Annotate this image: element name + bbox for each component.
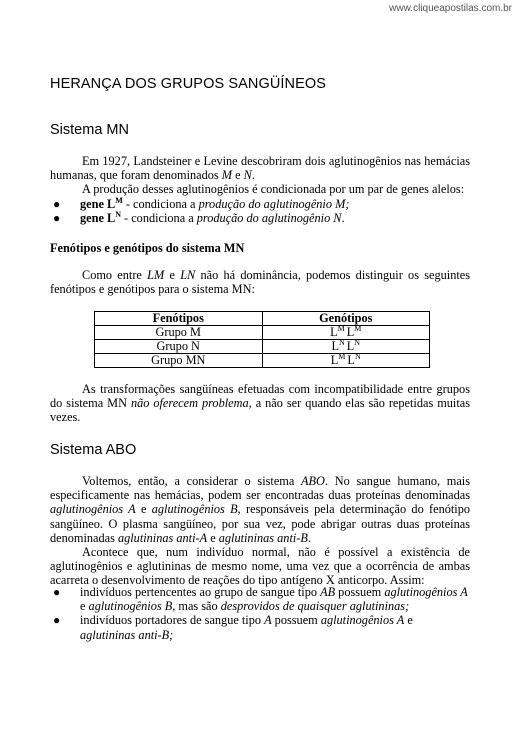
subheading-phenotypes: Fenótipos e genótipos do sistema MN — [50, 241, 245, 255]
mn-paragraph-1: Em 1927, Landsteiner e Levine descobriram dois aglutinogênios nas hemácias humanas, que foram denominados M e N. — [50, 154, 470, 183]
column-header-genotypes: Genótipos — [262, 312, 430, 326]
list-item: ● indivíduos portadores de sangue tipo A possuem aglutinogênios A e aglutininas anti-B; — [53, 613, 413, 642]
mn-paragraph-4: As transformações sangüíneas efetuadas com incompatibilidade entre grupos do sistema MN não oferecem problema, a não ser quando elas são repetidas muitas vezes. — [50, 382, 470, 425]
phenotype-cell: Grupo M — [95, 326, 263, 340]
table-header-row — [95, 312, 430, 326]
page-title: HERANÇA DOS GRUPOS SANGÜÍNEOS — [50, 76, 327, 92]
genotype-cell: $L^N$ $L^N$ — [262, 340, 430, 354]
abo-list — [50, 585, 470, 642]
source-url[interactable]: www.cliqueapostilas.com.br — [389, 3, 512, 14]
mn-gene-list — [50, 197, 470, 225]
bullet-icon: ● — [53, 613, 61, 628]
mn-intro — [50, 154, 470, 197]
column-header-phenotypes: Fenótipos — [95, 312, 263, 326]
mn-paragraph-3: Como entre LM e LN não há dominância, podemos distinguir os seguintes fenótipos e genótipos para o sistema MN: — [50, 268, 470, 297]
table-row — [95, 354, 430, 368]
genotype-cell: $L^M$ $L^N$ — [262, 354, 430, 368]
section-heading-mn: Sistema MN — [50, 122, 129, 138]
bullet-icon: ● — [53, 211, 61, 226]
list-item: ● gene $L^N$ - condiciona a produção do aglutinogênio N. — [53, 210, 345, 226]
abo-paragraph-1: Voltemos, então, a considerar o sistema ABO. No sangue humano, mais especificamente nas hemácias, podem ser encontradas duas proteínas denominadas aglutinogênios A e aglutinogênios B, responsáveis pela determinação do fenótipo sangüíneo. O plasma sangüíneo, por sua vez, pode abrigar outras duas proteínas denominadas aglutininas anti-A e aglutininas anti-B. — [50, 474, 470, 545]
table-row — [95, 340, 430, 354]
mn-paragraph-2: A produção desses aglutinogênios é condicionada por um par de genes alelos: — [82, 182, 465, 197]
genotype-cell: $L^M$ $L^M$ — [262, 326, 430, 340]
abo-paragraph-2: Acontece que, num indivíduo normal, não é possível a existência de aglutinogênios e aglutininas de mesmo nome, uma vez que a ocorrência de ambas acarreta o desenvolvimento de reações do tipo antígeno X anticorpo. Assim: — [50, 545, 470, 588]
bullet-icon: ● — [53, 585, 61, 599]
bullet-icon: ● — [53, 197, 61, 211]
abo-body — [50, 474, 470, 588]
genotype-table — [94, 311, 430, 368]
list-item: ● gene $L^M$ - condiciona a produção do aglutinogênio M; — [53, 196, 350, 211]
table-row — [95, 326, 430, 340]
list-item: ● indivíduos pertencentes ao grupo de sangue tipo AB possuem aglutinogênios A e aglutinogênios B, mas são desprovidos de quaisquer aglutininas; — [53, 585, 468, 614]
phenotype-cell: Grupo N — [95, 340, 263, 354]
phenotype-cell: Grupo MN — [95, 354, 263, 368]
section-heading-abo: Sistema ABO — [50, 442, 137, 458]
